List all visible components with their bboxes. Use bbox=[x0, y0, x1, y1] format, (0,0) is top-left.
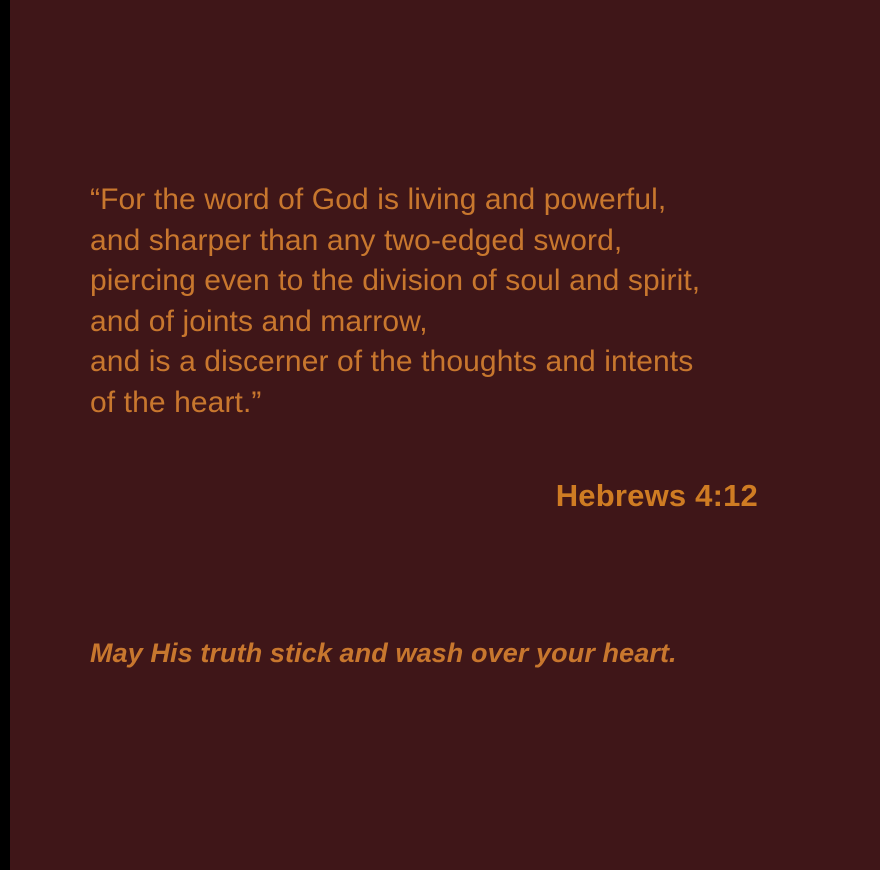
verse-line: and is a discerner of the thoughts and intents bbox=[90, 345, 694, 378]
scripture-card bbox=[10, 0, 880, 870]
verse-text-block bbox=[90, 180, 830, 423]
verse-line: piercing even to the division of soul and spirit, bbox=[90, 264, 701, 297]
verse-line: and of joints and marrow, bbox=[90, 304, 428, 338]
closing-message: May His truth stick and wash over your heart. bbox=[90, 638, 677, 668]
verse-line: of the heart.” bbox=[90, 385, 262, 419]
scripture-reference: Hebrews 4:12 bbox=[555, 478, 758, 513]
verse-line: and sharper than any two-edged sword, bbox=[90, 223, 623, 257]
verse-line: “For the word of God is living and powerful, bbox=[90, 183, 667, 216]
